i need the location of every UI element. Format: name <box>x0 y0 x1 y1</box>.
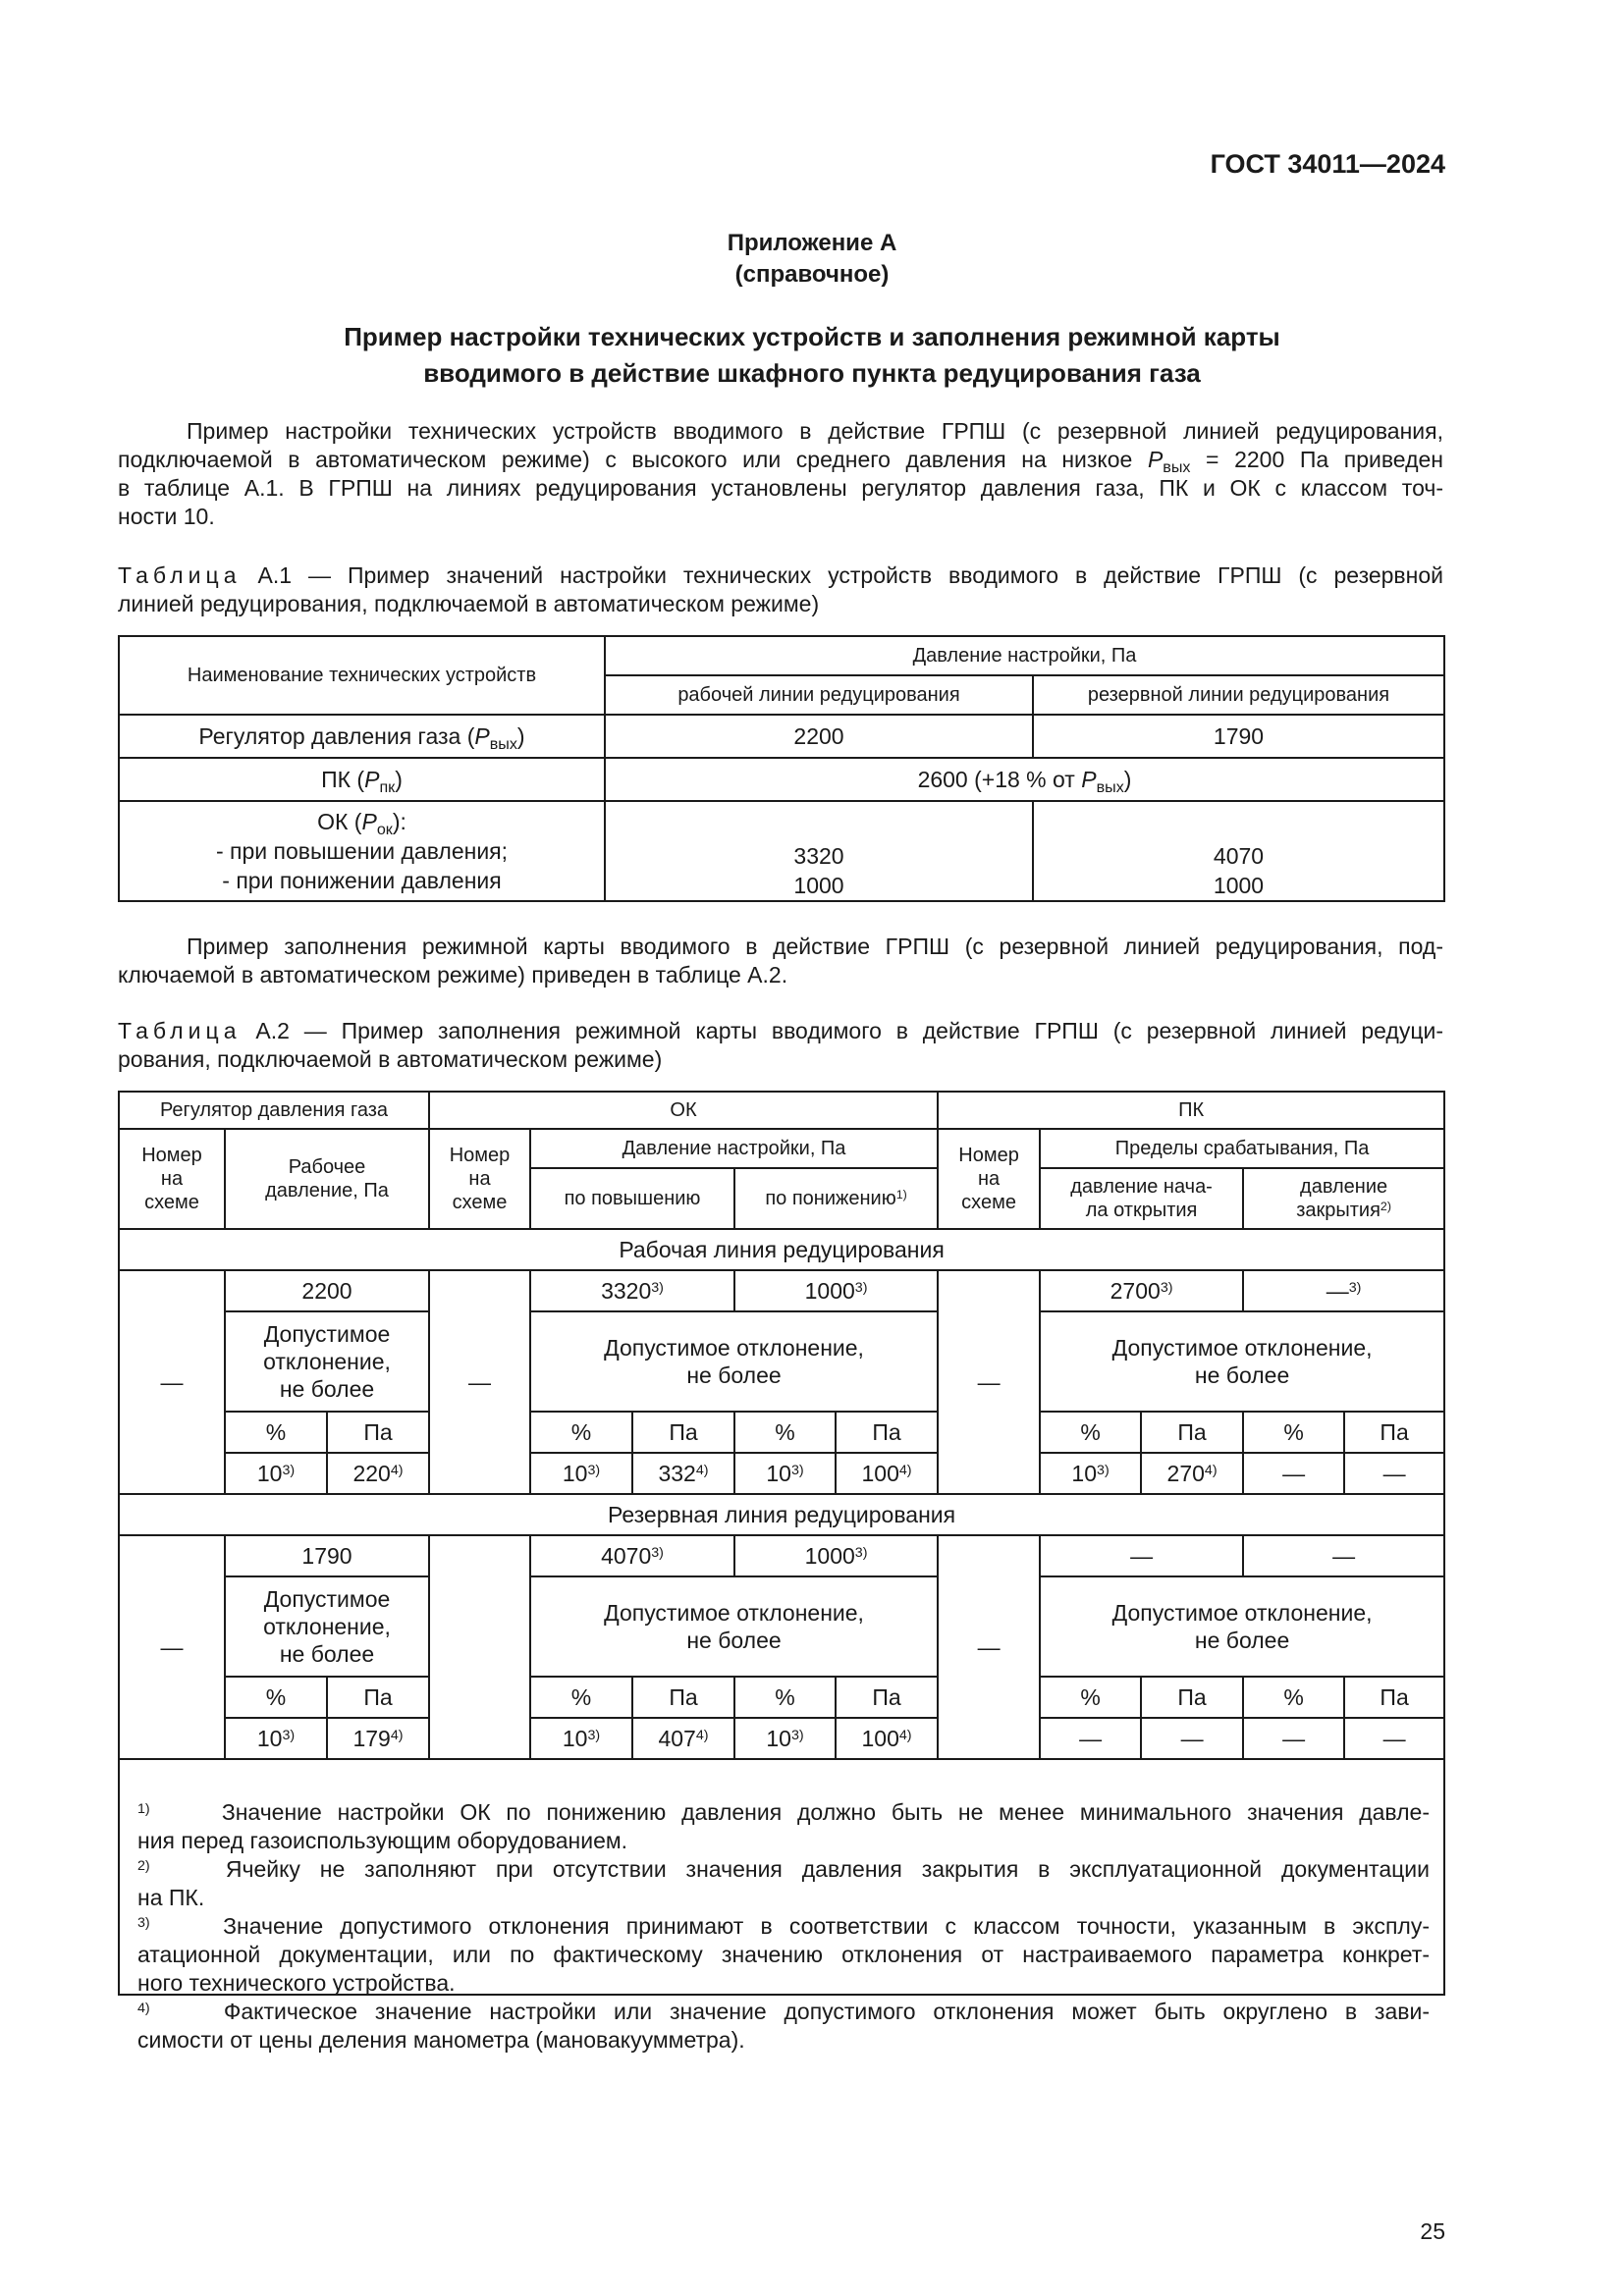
appendix-label: Приложение А <box>727 230 897 256</box>
col-header-name: Наименование технических устройств <box>119 636 605 715</box>
table-row <box>119 1453 1444 1494</box>
res-ok-up-pct: 10$^{3)}$ <box>530 1718 632 1759</box>
unit-percent: % <box>225 1412 327 1453</box>
res-ok-number <box>429 1535 530 1759</box>
unit-pa: Па <box>836 1412 938 1453</box>
appendix-kind: (справочное) <box>734 261 890 288</box>
res-pk-close: — <box>1243 1535 1444 1576</box>
res-pk-open: — <box>1040 1535 1243 1576</box>
row-regulator-name: Регулятор давления газа $(P_{вых})$ <box>119 715 605 758</box>
section-reserve-line: Резервная линия редуцирования <box>119 1494 1444 1535</box>
intro-line-2: подключаемой в автоматическом режиме) с высокого или среднего давления на низкое $P_{вых} = 2200$ Па приведен <box>118 447 1443 476</box>
work-ok-down-pa: 100$^{4)}$ <box>836 1453 938 1494</box>
intro-line-4: ности 10. <box>118 504 215 529</box>
second-line-2: ключаемой в автоматическом режиме) приведен в таблице А.2. <box>118 962 788 988</box>
row-pk-value: 2600 (+18 % от $P_{вых}$) <box>605 758 1444 801</box>
res-pk-open-pa: — <box>1141 1718 1243 1759</box>
intro-line-1: Пример настройки технических устройств вводимого в действие ГРПШ (с резервной линией редуцирования, <box>187 418 1443 444</box>
work-ok-up-pct: 10$^{3)}$ <box>530 1453 632 1494</box>
table2-caption-line-2: рования, подключаемой в автоматическом режиме) <box>118 1046 663 1072</box>
res-ok-deviation: Допустимое отклонение, не более <box>530 1576 938 1677</box>
row-regulator-work: 2200 <box>605 715 1033 758</box>
footnote-4: $^{4)}$ Фактическое значение настройки или значение допустимого отклонения может быть округлено в зави- <box>137 1999 1430 2024</box>
intro-line-3: в таблице А.1. В ГРПШ на линиях редуцирования установлены регулятор давления газа, ПК и ОК с классом точ- <box>118 475 1443 501</box>
work-pk-number: — <box>938 1270 1040 1494</box>
group-pk: ПК <box>938 1092 1444 1129</box>
header-reg-number: Номер на схеме <box>119 1129 225 1229</box>
row-pk-name: ПК $(P_{пк})$ <box>119 758 605 801</box>
unit-percent: % <box>530 1677 632 1718</box>
unit-pa: Па <box>632 1412 734 1453</box>
header-pk-open: давление нача- ла открытия <box>1040 1168 1243 1229</box>
res-ok-up: 4070$^{3)}$ <box>530 1535 734 1576</box>
res-ok-down-pa: 100$^{4)}$ <box>836 1718 938 1759</box>
header-ok-number: Номер на схеме <box>429 1129 530 1229</box>
res-ok-down: 1000$^{3)}$ <box>734 1535 938 1576</box>
unit-percent: % <box>225 1677 327 1718</box>
table-row <box>119 715 1444 758</box>
header-pk-number: Номер на схеме <box>938 1129 1040 1229</box>
appendix-title <box>0 319 1624 392</box>
footnote-3-cont: атационной документации, или по фактическому значению отклонения от настраиваемого параметра конкрет- <box>137 1942 1430 1967</box>
footnote-1-cont: ния перед газоиспользующим оборудованием. <box>137 1828 628 1853</box>
res-pk-number: — <box>938 1535 1040 1759</box>
second-paragraph <box>118 933 1443 989</box>
table-row <box>119 1311 1444 1412</box>
res-reg-pct: 10$^{3)}$ <box>225 1718 327 1759</box>
work-reg-value: 2200 <box>225 1270 429 1311</box>
res-reg-pa: 179$^{4)}$ <box>327 1718 429 1759</box>
work-pk-close-pct: — <box>1243 1453 1344 1494</box>
res-pk-close-pa: — <box>1344 1718 1444 1759</box>
work-reg-pct: 10$^{3)}$ <box>225 1453 327 1494</box>
intro-paragraph <box>118 417 1443 531</box>
unit-percent: % <box>530 1412 632 1453</box>
col-header-pressure: Давление настройки, Па <box>605 636 1444 675</box>
footnote-4-cont: симости от цены деления манометра (мановакуумметра). <box>137 2027 745 2053</box>
table-footnotes <box>118 1798 1443 2055</box>
work-ok-up-pa: 332$^{4)}$ <box>632 1453 734 1494</box>
work-ok-number: — <box>429 1270 530 1494</box>
header-pk-close: давление закрытия$^{2)}$ <box>1243 1168 1444 1229</box>
table-row <box>119 1270 1444 1311</box>
row-ok-work: 3320 1000 <box>605 801 1033 901</box>
work-pk-close: —$^{3)}$ <box>1243 1270 1444 1311</box>
table-row <box>119 1412 1444 1453</box>
row-regulator-reserve: 1790 <box>1033 715 1444 758</box>
work-ok-deviation: Допустимое отклонение, не более <box>530 1311 938 1412</box>
footnote-2-cont: на ПК. <box>137 1885 205 1910</box>
unit-percent: % <box>1040 1677 1141 1718</box>
col-header-work: рабочей линии редуцирования <box>605 675 1033 715</box>
unit-percent: % <box>1243 1677 1344 1718</box>
res-reg-deviation: Допустимое отклонение, не более <box>225 1576 429 1677</box>
res-pk-deviation: Допустимое отклонение, не более <box>1040 1576 1444 1677</box>
unit-pa: Па <box>1141 1677 1243 1718</box>
second-line-1: Пример заполнения режимной карты вводимого в действие ГРПШ (с резервной линией редуцирования, под- <box>187 934 1443 959</box>
unit-pa: Па <box>1344 1412 1444 1453</box>
table-row <box>119 801 1444 901</box>
unit-pa: Па <box>1344 1677 1444 1718</box>
header-working-pressure: Рабочее давление, Па <box>225 1129 429 1229</box>
unit-pa: Па <box>632 1677 734 1718</box>
title-line-2: вводимого в действие шкафного пункта редуцирования газа <box>423 358 1201 388</box>
table1-caption-word: Таблица <box>118 562 242 588</box>
res-ok-down-pct: 10$^{3)}$ <box>734 1718 836 1759</box>
table2-caption: Таблица А.2 — Пример заполнения режимной карты вводимого в действие ГРПШ (с резервной линией редуци- рования, подключаемой в автоматическом режиме) <box>118 1018 1443 1072</box>
res-reg-value: 1790 <box>225 1535 429 1576</box>
header-pk-limits: Пределы срабатывания, Па <box>1040 1129 1444 1168</box>
work-ok-down-pct: 10$^{3)}$ <box>734 1453 836 1494</box>
work-reg-pa: 220$^{4)}$ <box>327 1453 429 1494</box>
unit-pa: Па <box>327 1412 429 1453</box>
work-reg-number: — <box>119 1270 225 1494</box>
unit-percent: % <box>734 1412 836 1453</box>
standard-number: ГОСТ 34011—2024 <box>1210 149 1445 179</box>
work-pk-close-pa: — <box>1344 1453 1444 1494</box>
unit-pa: Па <box>1141 1412 1243 1453</box>
header-ok-setting: Давление настройки, Па <box>530 1129 938 1168</box>
res-pk-open-pct: — <box>1040 1718 1141 1759</box>
settings-table <box>118 635 1445 902</box>
unit-pa: Па <box>327 1677 429 1718</box>
table2-caption-word: Таблица <box>118 1018 242 1043</box>
res-reg-number: — <box>119 1535 225 1759</box>
table-row <box>119 1535 1444 1576</box>
table1-caption-line-2: линией редуцирования, подключаемой в автоматическом режиме) <box>118 591 820 616</box>
unit-percent: % <box>734 1677 836 1718</box>
table-row <box>119 1576 1444 1677</box>
footnote-3-end: ного технического устройства. <box>137 1970 456 1996</box>
work-pk-open-pct: 10$^{3)}$ <box>1040 1453 1141 1494</box>
footnote-1: $^{1)}$ Значение настройки ОК по понижению давления должно быть не менее минимального значения давле- <box>137 1799 1430 1825</box>
work-ok-down: 1000$^{3)}$ <box>734 1270 938 1311</box>
work-reg-deviation: Допустимое отклонение, не более <box>225 1311 429 1412</box>
header-ok-up: по повышению <box>530 1168 734 1229</box>
row-ok-name: ОК $(P_{ок})$: - при повышении давления; - при понижении давления <box>119 801 605 901</box>
table1-caption: Таблица А.1 — Пример значений настройки технических устройств вводимого в действие ГРПШ (с резервной линией редуцирования, подключаемой в автоматическом режиме) <box>118 562 1443 616</box>
section-working-line: Рабочая линия редуцирования <box>119 1229 1444 1270</box>
footnote-3: $^{3)}$ Значение допустимого отклонения принимают в соответствии с классом точности, указанным в эксплу- <box>137 1913 1430 1939</box>
work-pk-deviation: Допустимое отклонение, не более <box>1040 1311 1444 1412</box>
work-ok-up: 3320$^{3)}$ <box>530 1270 734 1311</box>
group-ok: ОК <box>429 1092 938 1129</box>
group-regulator: Регулятор давления газа <box>119 1092 429 1129</box>
footnote-2: $^{2)}$ Ячейку не заполняют при отсутствии значения давления закрытия в эксплуатационной документации <box>137 1856 1430 1882</box>
res-ok-up-pa: 407$^{4)}$ <box>632 1718 734 1759</box>
table-row <box>119 1677 1444 1718</box>
table-row <box>119 1718 1444 1759</box>
row-ok-reserve: 4070 1000 <box>1033 801 1444 901</box>
title-line-1: Пример настройки технических устройств и заполнения режимной карты <box>344 322 1280 351</box>
appendix-heading <box>0 228 1624 291</box>
table-row <box>119 758 1444 801</box>
unit-percent: % <box>1040 1412 1141 1453</box>
header-ok-down: по понижению$^{1)}$ <box>734 1168 938 1229</box>
page-number: 25 <box>1420 2218 1445 2244</box>
work-pk-open-pa: 270$^{4)}$ <box>1141 1453 1243 1494</box>
res-pk-close-pct: — <box>1243 1718 1344 1759</box>
unit-percent: % <box>1243 1412 1344 1453</box>
unit-pa: Па <box>836 1677 938 1718</box>
work-pk-open: 2700$^{3)}$ <box>1040 1270 1243 1311</box>
col-header-reserve: резервной линии редуцирования <box>1033 675 1444 715</box>
